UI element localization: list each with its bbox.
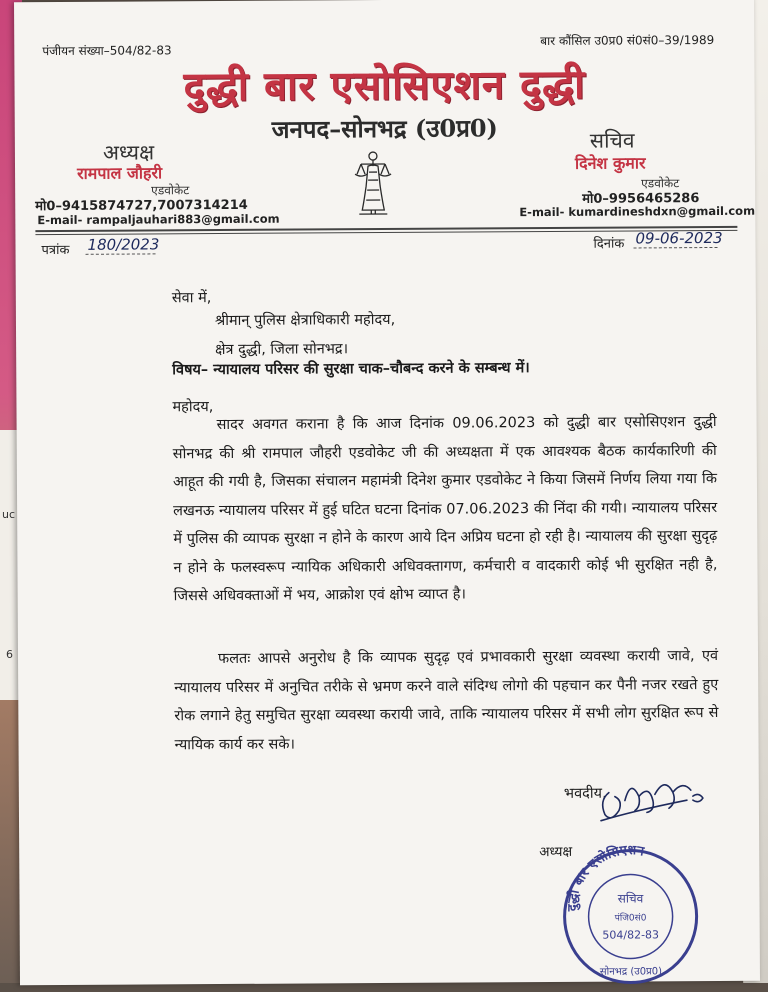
body-paragraph-2: फलतः आपसे अनुरोध है कि व्यापक सुदृढ़ एवं प्रभावकारी सुरक्षा व्यवस्था करायी जावे, एवं न्यायालय परिसर में अनुचित तरीके से भ्रमण करने वाले संदिग्ध लोगो की पहचान कर पैनी नजर रखते हुए रोक लगाने हेतु समुचित सुरक्षा व्यवस्था करायी जावे, ताकि न्यायालय परिसर में सभी लोग सुरक्षित रूप से न्यायिक कार्य कर सके। <box>174 647 719 753</box>
bar-council-number: बार कौंसिल उ0प्र0 सं0सं0–39/1989 <box>540 32 715 49</box>
date-underline <box>634 247 718 249</box>
secretary-role: सचिव <box>589 128 635 153</box>
registration-number: पंजीयन संख्या–504/82-83 <box>42 43 172 59</box>
address-to: सेवा में, <box>171 290 212 307</box>
seal-bottom-text: सोनभद्र (उ0प्र0) <box>599 966 663 978</box>
subject-line: विषय– न्यायालय परिसर की सुरक्षा चाक–चौबन्द करने के सम्बन्ध में। <box>172 360 530 379</box>
association-seal <box>555 838 706 989</box>
reference-number: 180/2023 <box>87 235 160 254</box>
president-role: अध्यक्ष <box>102 140 155 165</box>
date-label: दिनांक <box>593 236 625 252</box>
date-value: 09-06-2023 <box>635 228 723 248</box>
secretary-mobile: मो0–9956465286 <box>582 191 700 207</box>
seal-ring-text: दुद्धी बार एसोसिएशन <box>565 843 646 912</box>
president-mobile: मो0–9415874727,7007314214 <box>35 197 248 215</box>
letter-sheet <box>14 0 760 985</box>
reference-underline <box>86 253 156 254</box>
district-line: जनपद–सोनभद्र (उ0प्र0) <box>271 113 498 144</box>
handwritten-signature <box>595 770 707 831</box>
president-designation: एडवोकेट <box>151 183 190 198</box>
recipient-line-2: क्षेत्र दुद्धी, जिला सोनभद्र। <box>215 341 349 359</box>
secretary-designation: एडवोकेट <box>641 176 680 191</box>
seal-title: सचिव <box>617 891 644 906</box>
signer-role: अध्यक्ष <box>539 843 573 861</box>
reference-label: पत्रांक <box>41 242 70 259</box>
closing: भवदीय, <box>563 785 607 802</box>
recipient-line-1: श्रीमान् पुलिस क्षेत्राधिकारी महोदय, <box>214 311 396 330</box>
seal-reg-label: पंजि0सं0 <box>614 913 647 924</box>
secretary-email: E-mail- kumardineshdxn@gmail.com <box>519 203 756 220</box>
seal-reg-number: 504/82-83 <box>602 928 660 942</box>
secretary-name: दिनेश कुमार <box>574 153 646 173</box>
background-paper-scrap: uc 6 <box>0 430 25 700</box>
salutation: महोदय, <box>172 399 214 416</box>
president-email: E-mail- rampaljauhari883@gmail.com <box>37 211 280 228</box>
justice-emblem-icon <box>351 148 395 216</box>
association-title: दुद्धी बार एसोसिएशन दुद्धी <box>183 60 586 111</box>
president-name: रामपाल जौहरी <box>76 163 163 183</box>
body-paragraph-1: सादर अवगत कराना है कि आज दिनांक 09.06.2023 को दुद्धी बार एसोसिएशन दुद्धी सोनभद्र की श्री रामपाल जौहरी एडवोकेट जी की अध्यक्षता में एक आवश्यक बैठक कार्यकारिणी की आहूत की गयी है, जिसका संचालन महामंत्री दिनेश कुमार एडवोकेट ने किया जिसमें निर्णय लिया गया कि लखनऊ न्यायालय परिसर में हुई घटित घटना दिनांक 07.06.2023 की निंदा की गयी। न्यायालय परिसर में पुलिस की व्यापक सुरक्षा न होने के कारण आये दिन अप्रिय घटना हो रही है। न्यायालय की सुरक्षा सुदृढ़ न होने के फलस्वरूप न्यायिक अधिकारी अधिवक्तागण, कर्मचारी व वादकारी कोई भी सुरक्षित नही है, जिससे अधिवक्ताओं में भय, आक्रोश एवं क्षोभ व्याप्त है। <box>172 413 718 605</box>
